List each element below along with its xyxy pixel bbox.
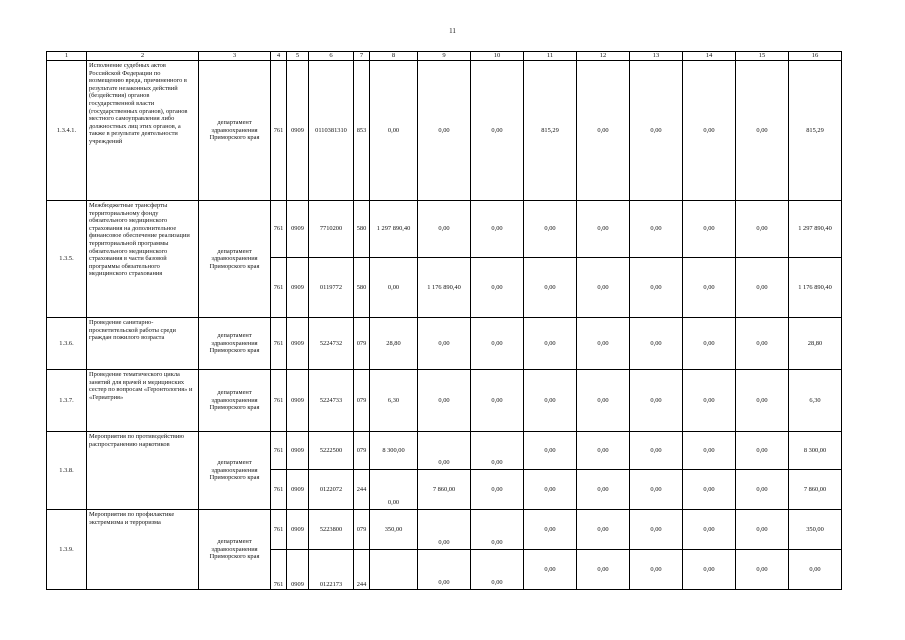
row-number: 1.3.5. — [47, 201, 87, 318]
value-cell: 0,00 — [471, 258, 524, 318]
code-cell: 0122072 — [309, 470, 354, 510]
row-number: 1.3.9. — [47, 510, 87, 590]
value-cell: 0,00 — [524, 470, 577, 510]
code-cell: 0122173 — [309, 550, 354, 590]
value-cell: 0,00 — [789, 550, 842, 590]
header-cell: 9 — [418, 52, 471, 61]
value-cell: 0,00 — [736, 318, 789, 370]
value-cell: 28,80 — [789, 318, 842, 370]
value-cell: 0,00 — [471, 510, 524, 550]
header-cell: 8 — [370, 52, 418, 61]
code-cell: 7710200 — [309, 201, 354, 258]
row-department: департамент здравоохранения Приморского края — [199, 201, 271, 318]
code-cell: 761 — [271, 370, 287, 432]
row-description: Проведение санитарно-просветительской работы среди граждан пожилого возраста — [87, 318, 199, 370]
code-cell: 0909 — [287, 201, 309, 258]
row-description: Проведение тематического цикла занятий для врачей и медицинских сестер по вопросам «Геронтология» и «Гериатрия» — [87, 370, 199, 432]
value-cell: 0,00 — [471, 201, 524, 258]
value-cell: 0,00 — [683, 510, 736, 550]
value-cell: 0,00 — [418, 61, 471, 201]
code-cell: 5224732 — [309, 318, 354, 370]
row-department: департамент здравоохранения Приморского края — [199, 432, 271, 510]
value-cell: 0,00 — [630, 318, 683, 370]
header-cell: 1 — [47, 52, 87, 61]
value-cell: 0,00 — [630, 470, 683, 510]
value-cell: 0,00 — [683, 318, 736, 370]
code-cell: 0909 — [287, 318, 309, 370]
code-cell: 761 — [271, 61, 287, 201]
value-cell: 0,00 — [683, 370, 736, 432]
value-cell: 0,00 — [736, 61, 789, 201]
row-number: 1.3.7. — [47, 370, 87, 432]
value-cell: 0,00 — [577, 370, 630, 432]
value-cell: 1 297 890,40 — [789, 201, 842, 258]
code-cell: 079 — [354, 370, 370, 432]
value-cell: 0,00 — [471, 432, 524, 470]
value-cell: 0,00 — [418, 550, 471, 590]
value-cell: 0,00 — [524, 550, 577, 590]
code-cell: 761 — [271, 318, 287, 370]
value-cell: 0,00 — [418, 370, 471, 432]
code-cell: 0909 — [287, 510, 309, 550]
value-cell: 0,00 — [577, 550, 630, 590]
code-cell: 761 — [271, 550, 287, 590]
value-cell: 0,00 — [370, 470, 418, 510]
value-cell: 6,30 — [370, 370, 418, 432]
value-cell: 0,00 — [524, 370, 577, 432]
header-cell: 14 — [683, 52, 736, 61]
value-cell — [370, 550, 418, 590]
value-cell: 0,00 — [370, 258, 418, 318]
code-cell: 5223800 — [309, 510, 354, 550]
header-cell: 5 — [287, 52, 309, 61]
value-cell: 7 860,00 — [789, 470, 842, 510]
value-cell: 815,29 — [524, 61, 577, 201]
code-cell: 079 — [354, 510, 370, 550]
value-cell: 0,00 — [577, 201, 630, 258]
value-cell: 1 176 890,40 — [789, 258, 842, 318]
row-description: Исполнение судебных актов Российской Федерации по возмещению вреда, причиненного в результате незаконных действий (бездействия) органов государственной власти (государственных органов), органов местного самоуправления либо должностных лиц этих органов, а также в результате деятельности учреждений — [87, 61, 199, 201]
value-cell: 0,00 — [683, 258, 736, 318]
budget-table — [46, 51, 842, 590]
header-cell: 15 — [736, 52, 789, 61]
code-cell: 761 — [271, 258, 287, 318]
value-cell: 0,00 — [630, 510, 683, 550]
code-cell: 0909 — [287, 258, 309, 318]
code-cell: 244 — [354, 470, 370, 510]
header-cell: 16 — [789, 52, 842, 61]
code-cell: 5222500 — [309, 432, 354, 470]
value-cell: 0,00 — [577, 318, 630, 370]
value-cell: 0,00 — [630, 61, 683, 201]
value-cell: 0,00 — [577, 470, 630, 510]
code-cell: 761 — [271, 510, 287, 550]
row-number: 1.3.6. — [47, 318, 87, 370]
value-cell: 0,00 — [370, 61, 418, 201]
row-description: Мероприятия по профилактике экстремизма и терроризма — [87, 510, 199, 590]
value-cell: 0,00 — [630, 370, 683, 432]
value-cell: 0,00 — [736, 370, 789, 432]
table-row — [47, 510, 842, 550]
table-row — [47, 370, 842, 432]
header-cell: 4 — [271, 52, 287, 61]
code-cell: 0110381310 — [309, 61, 354, 201]
code-cell: 761 — [271, 432, 287, 470]
value-cell: 0,00 — [471, 470, 524, 510]
value-cell: 0,00 — [524, 318, 577, 370]
value-cell: 350,00 — [370, 510, 418, 550]
table-row — [47, 61, 842, 201]
value-cell: 0,00 — [471, 61, 524, 201]
row-number: 1.3.4.1. — [47, 61, 87, 201]
value-cell: 815,29 — [789, 61, 842, 201]
value-cell: 0,00 — [736, 201, 789, 258]
value-cell: 0,00 — [577, 510, 630, 550]
value-cell: 0,00 — [418, 201, 471, 258]
value-cell: 0,00 — [630, 550, 683, 590]
value-cell: 0,00 — [736, 470, 789, 510]
value-cell: 0,00 — [630, 258, 683, 318]
value-cell: 0,00 — [418, 318, 471, 370]
value-cell: 0,00 — [471, 550, 524, 590]
value-cell: 28,80 — [370, 318, 418, 370]
value-cell: 6,30 — [789, 370, 842, 432]
code-cell: 5224733 — [309, 370, 354, 432]
value-cell: 0,00 — [577, 432, 630, 470]
header-cell: 2 — [87, 52, 199, 61]
header-cell: 10 — [471, 52, 524, 61]
table-row — [47, 201, 842, 258]
table-row — [47, 432, 842, 470]
header-cell: 12 — [577, 52, 630, 61]
code-cell: 0909 — [287, 370, 309, 432]
row-department: департамент здравоохранения Приморского края — [199, 370, 271, 432]
code-cell: 079 — [354, 318, 370, 370]
value-cell: 1 297 890,40 — [370, 201, 418, 258]
value-cell: 0,00 — [683, 550, 736, 590]
header-cell: 3 — [199, 52, 271, 61]
code-cell: 244 — [354, 550, 370, 590]
value-cell: 1 176 890,40 — [418, 258, 471, 318]
value-cell: 0,00 — [418, 432, 471, 470]
header-cell: 7 — [354, 52, 370, 61]
header-cell: 13 — [630, 52, 683, 61]
value-cell: 0,00 — [577, 61, 630, 201]
row-number: 1.3.8. — [47, 432, 87, 510]
value-cell: 0,00 — [683, 61, 736, 201]
code-cell: 580 — [354, 258, 370, 318]
code-cell: 761 — [271, 201, 287, 258]
header-cell: 11 — [524, 52, 577, 61]
value-cell: 0,00 — [736, 510, 789, 550]
code-cell: 0909 — [287, 470, 309, 510]
value-cell: 0,00 — [524, 258, 577, 318]
value-cell: 0,00 — [683, 470, 736, 510]
code-cell: 0909 — [287, 550, 309, 590]
row-description: Мероприятия по противодействию распространению наркотиков — [87, 432, 199, 510]
value-cell: 0,00 — [630, 201, 683, 258]
header-row — [47, 52, 842, 61]
header-cell: 6 — [309, 52, 354, 61]
table-row — [47, 318, 842, 370]
value-cell: 0,00 — [577, 258, 630, 318]
value-cell: 0,00 — [736, 432, 789, 470]
code-cell: 079 — [354, 432, 370, 470]
code-cell: 853 — [354, 61, 370, 201]
value-cell: 0,00 — [471, 370, 524, 432]
value-cell: 0,00 — [524, 201, 577, 258]
code-cell: 0909 — [287, 61, 309, 201]
code-cell: 0119772 — [309, 258, 354, 318]
row-department: департамент здравоохранения Приморского края — [199, 510, 271, 590]
value-cell: 350,00 — [789, 510, 842, 550]
value-cell: 0,00 — [524, 510, 577, 550]
code-cell: 0909 — [287, 432, 309, 470]
value-cell: 7 860,00 — [418, 470, 471, 510]
value-cell: 0,00 — [736, 258, 789, 318]
value-cell: 0,00 — [471, 318, 524, 370]
row-description: Межбюджетные трансферты территориальному фонду обязательного медицинского страхования на дополнительное финансовое обеспечение реализации территориальной программы обязательного медицинского страхования в части базовой программы обязательного медицинского страхования — [87, 201, 199, 318]
page-number: 11 — [449, 27, 456, 35]
code-cell: 761 — [271, 470, 287, 510]
row-department: департамент здравоохранения Приморского края — [199, 318, 271, 370]
value-cell: 0,00 — [683, 201, 736, 258]
value-cell: 0,00 — [524, 432, 577, 470]
code-cell: 580 — [354, 201, 370, 258]
row-department: департамент здравоохранения Приморского края — [199, 61, 271, 201]
value-cell: 0,00 — [630, 432, 683, 470]
value-cell: 0,00 — [418, 510, 471, 550]
value-cell: 0,00 — [683, 432, 736, 470]
value-cell: 8 300,00 — [370, 432, 418, 470]
value-cell: 8 300,00 — [789, 432, 842, 470]
value-cell: 0,00 — [736, 550, 789, 590]
